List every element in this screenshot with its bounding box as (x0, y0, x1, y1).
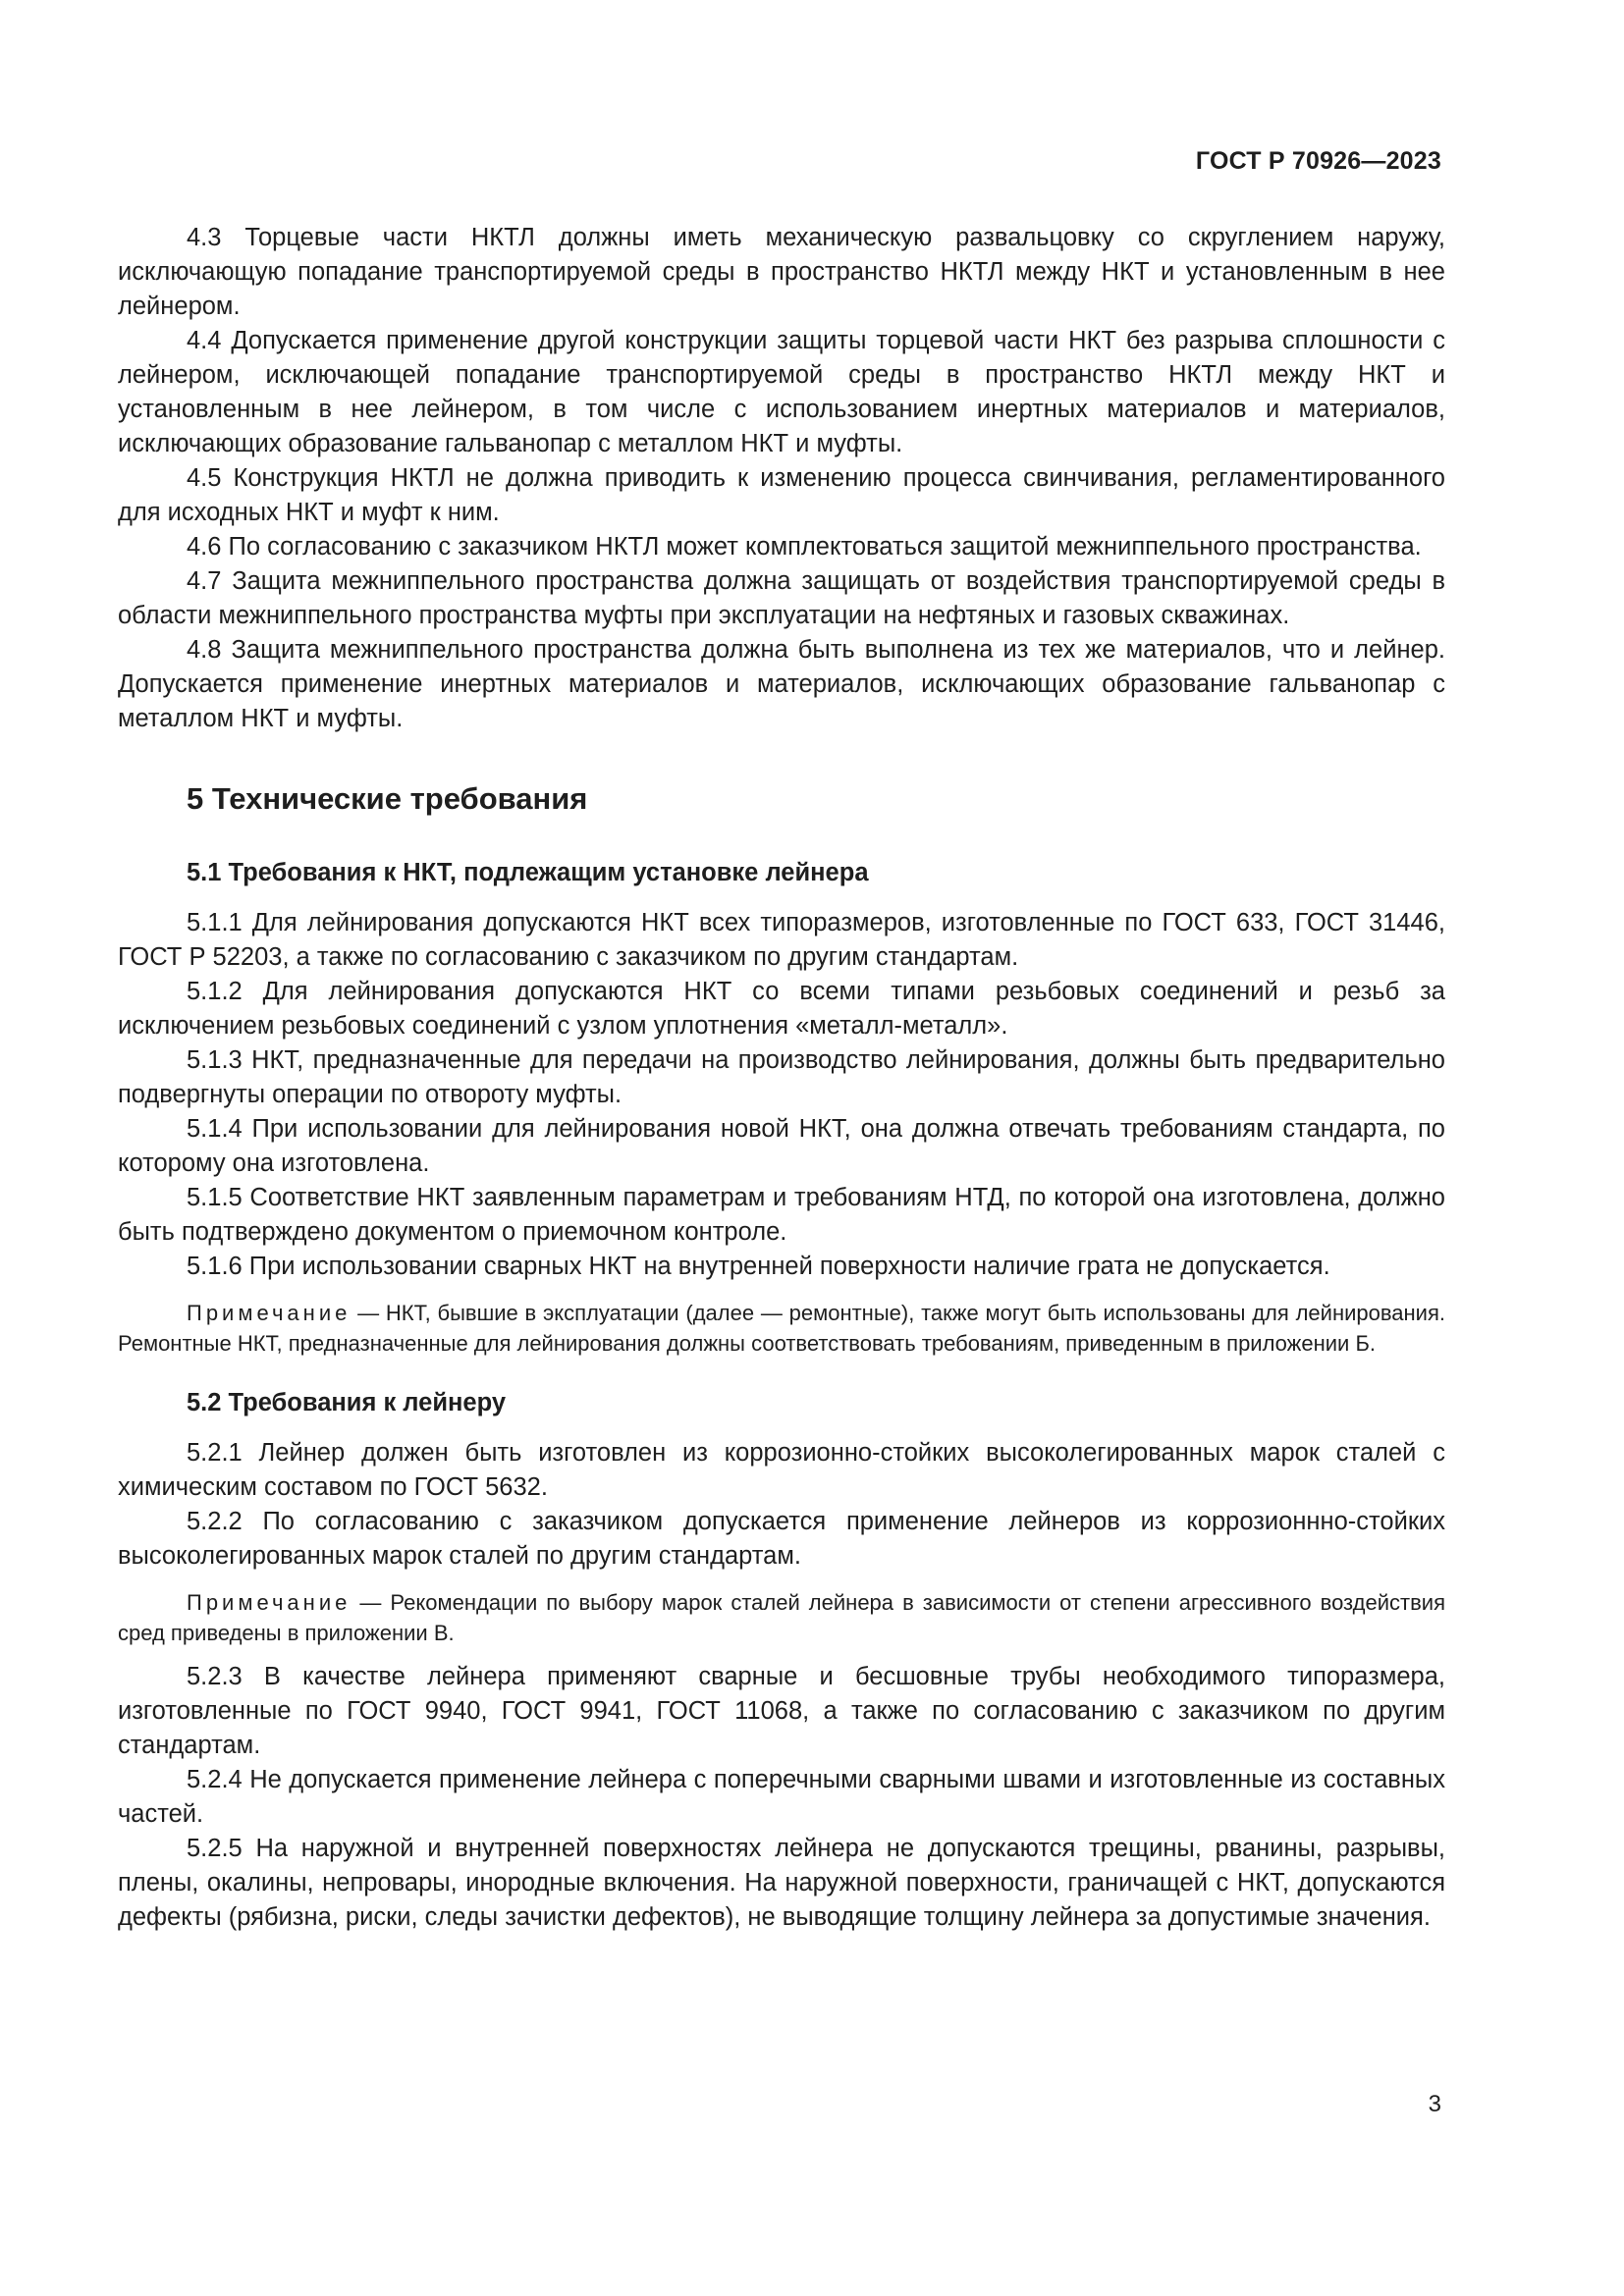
section-5-title: 5 Технические требования (187, 781, 588, 816)
paragraph-5-2-4: 5.2.4 Не допускается применение лейнера с поперечными сварными швами и изготовленные из составных частей. (118, 1766, 1445, 1828)
paragraph-5-2-5: 5.2.5 На наружной и внутренней поверхностях лейнера не допускаются трещины, рванины, разрывы, плены, окалины, непровары, инородные включения. На наружной поверхности, граничащей с НКТ, допускаются дефекты (рябизна, риски, следы зачистки дефектов), не выводящие толщину лейнера за допустимые значения. (118, 1835, 1445, 1931)
subsection-5-2-title: 5.2 Требования к лейнеру (187, 1389, 507, 1416)
page-number: 3 (1428, 2091, 1441, 2117)
document-code: ГОСТ Р 70926—2023 (1195, 147, 1441, 175)
paragraph-5-1-1: 5.1.1 Для лейнирования допускаются НКТ всех типоразмеров, изготовленные по ГОСТ 633, ГОСТ 31446, ГОСТ Р 52203, а также по согласованию с заказчиком по другим стандартам. (118, 909, 1445, 971)
paragraph-5-1-6: 5.1.6 При использовании сварных НКТ на внутренней поверхности наличие грата не допускается. (187, 1253, 1330, 1280)
paragraph-4-5: 4.5 Конструкция НКТЛ не должна приводить к изменению процесса свинчивания, регламентированного для исходных НКТ и муфт к ним. (118, 464, 1445, 526)
paragraph-5-2-2: 5.2.2 По согласованию с заказчиком допускается применение лейнеров из коррозионнно-стойких высоколегированных марок сталей по другим стандартам. (118, 1508, 1445, 1570)
note-label: Примечание (187, 1590, 352, 1615)
note-text: — Рекомендации по выбору марок сталей лейнера в зависимости от степени агрессивного воздействия сред приведены в приложении В. (118, 1590, 1445, 1645)
document-body (118, 221, 1445, 1935)
paragraph-5-1-4: 5.1.4 При использовании для лейнирования новой НКТ, она должна отвечать требованиям стандарта, по которому она изготовлена. (118, 1115, 1445, 1177)
paragraph-4-6: 4.6 По согласованию с заказчиком НКТЛ может комплектоваться защитой межниппельного пространства. (187, 533, 1422, 561)
note-5-2 (118, 1587, 1445, 1648)
note-5-1 (118, 1298, 1445, 1359)
paragraph-5-2-3: 5.2.3 В качестве лейнера применяют сварные и бесшовные трубы необходимого типоразмера, изготовленные по ГОСТ 9940, ГОСТ 9941, ГОСТ 11068, а также по согласованию с заказчиком по другим стандартам. (118, 1663, 1445, 1759)
paragraph-4-8: 4.8 Защита межниппельного пространства должна быть выполнена из тех же материалов, что и лейнер. Допускается применение инертных материалов и материалов, исключающих образование гальванопар с металлом НКТ и муфты. (118, 636, 1445, 732)
paragraph-5-1-3: 5.1.3 НКТ, предназначенные для передачи на производство лейнирования, должны быть предварительно подвергнуты операции по отвороту муфты. (118, 1046, 1445, 1108)
paragraph-5-1-2: 5.1.2 Для лейнирования допускаются НКТ со всеми типами резьбовых соединений и резьб за исключением резьбовых соединений с узлом уплотнения «металл-металл». (118, 978, 1445, 1040)
paragraph-5-1-5: 5.1.5 Соответствие НКТ заявленным параметрам и требованиям НТД, по которой она изготовлена, должно быть подтверждено документом о приемочном контроле. (118, 1184, 1445, 1246)
note-label: Примечание (187, 1301, 352, 1325)
paragraph-5-2-1: 5.2.1 Лейнер должен быть изготовлен из коррозионно-стойких высоколегированных марок сталей с химическим составом по ГОСТ 5632. (118, 1439, 1445, 1501)
paragraph-4-3: 4.3 Торцевые части НКТЛ должны иметь механическую развальцовку со скруглением наружу, исключающую попадание транспортируемой среды в пространство НКТЛ между НКТ и установленным в нее лейнером. (118, 224, 1445, 320)
paragraph-4-7: 4.7 Защита межниппельного пространства должна защищать от воздействия транспортируемой среды в области межниппельного пространства муфты при эксплуатации на нефтяных и газовых скважинах. (118, 567, 1445, 629)
subsection-5-1-title: 5.1 Требования к НКТ, подлежащим установке лейнера (187, 859, 869, 886)
note-text: — НКТ, бывшие в эксплуатации (далее — ремонтные), также могут быть использованы для лейнирования. Ремонтные НКТ, предназначенные для лейнирования должны соответствовать требованиям, приведенным в приложении Б. (118, 1301, 1445, 1356)
paragraph-4-4: 4.4 Допускается применение другой конструкции защиты торцевой части НКТ без разрыва сплошности с лейнером, исключающей попадание транспортируемой среды в пространство НКТЛ между НКТ и установленным в нее лейнером, в том числе с использованием инертных материалов и материалов, исключающих образование гальванопар с металлом НКТ и муфты. (118, 327, 1445, 457)
